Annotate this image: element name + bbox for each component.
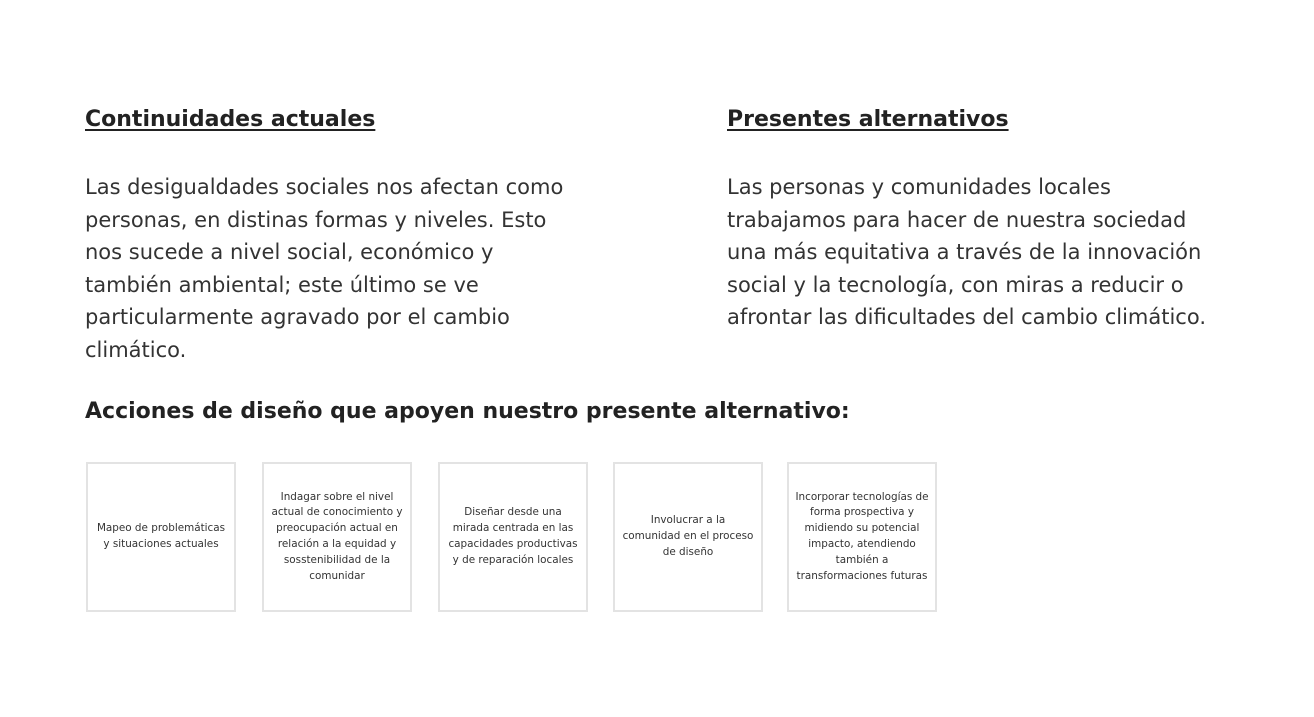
sticky-note-text: Incorporar tecnologías de forma prospectiva y midiendo su potencial impacto, atendiendo también a transformaciones futuras: [795, 490, 929, 582]
sticky-note-text: Involucrar a la comunidad en el proceso de diseño: [622, 514, 754, 558]
sticky-note-card[interactable]: [787, 462, 937, 612]
sticky-note-card[interactable]: [262, 462, 412, 612]
current-continuities-text: Las desigualdades sociales nos afectan como personas, en distinas formas y niveles. Esto nos sucede a nivel social, económico y también ambiental; este último se ve particularmente agravado por el cambio climático.: [85, 175, 564, 362]
alternative-presents-text: Las personas y comunidades locales trabajamos para hacer de nuestra sociedad una más equitativa a través de la innovación social y la tecnología, con miras a reducir o afrontar las dificultades del cambio climático.: [727, 175, 1207, 330]
current-continuities-title: Continuidades actuales: [85, 107, 376, 132]
current-continuities-section: [85, 104, 605, 367]
sticky-note-text: Diseñar desde una mirada centrada en las capacidades productivas y de reparación locales: [448, 506, 578, 566]
sticky-note-card[interactable]: [438, 462, 588, 612]
alternative-presents-title: Presentes alternativos: [727, 107, 1009, 132]
sticky-note-text: Indagar sobre el nivel actual de conocimiento y preocupación actual en relación a la equidad y sosstenibilidad de la comunidar: [271, 490, 403, 582]
sticky-note-card[interactable]: [613, 462, 763, 612]
alternative-presents-section: [727, 104, 1247, 334]
sticky-note-text: Mapeo de problemáticas y situaciones actuales: [96, 522, 226, 550]
design-actions-title: Acciones de diseño que apoyen nuestro presente alternativo:: [85, 399, 850, 424]
sticky-note-card[interactable]: [86, 462, 236, 612]
